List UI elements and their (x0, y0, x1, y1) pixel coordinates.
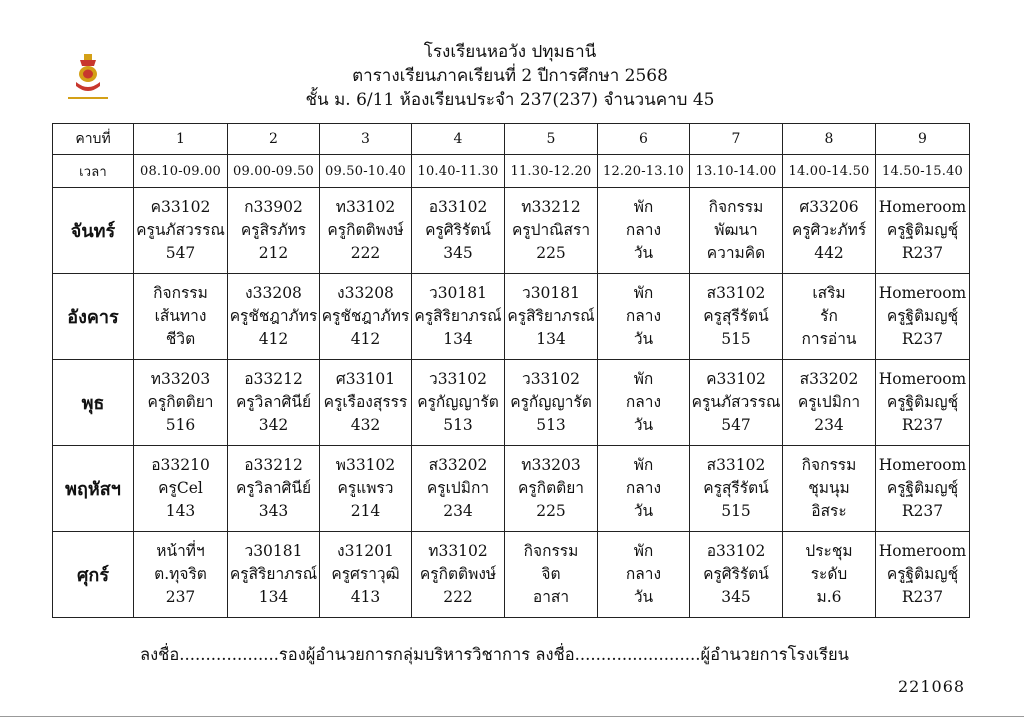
cell-line: ครูแพรว (337, 479, 394, 497)
time-slot: 13.10-14.00 (690, 155, 783, 188)
schedule-cell (690, 274, 783, 360)
cell-line: วัน (633, 330, 654, 348)
schedule-cell (783, 446, 876, 532)
schedule-cell (690, 446, 783, 532)
time-slot: 11.30-12.20 (505, 155, 598, 188)
period-number: 2 (228, 124, 320, 155)
schedule-cell (876, 360, 970, 446)
cell-line: 513 (536, 416, 566, 434)
schedule-cell (505, 532, 598, 618)
schedule-cell (134, 360, 228, 446)
cell-line: อ33210 (151, 456, 210, 474)
schedule-cell (598, 274, 690, 360)
time-slot: 14.00-14.50 (783, 155, 876, 188)
schedule-cell (598, 360, 690, 446)
cell-line: ครูสิริยาภรณ์ (229, 565, 318, 583)
period-number: 1 (134, 124, 228, 155)
cell-line: ครูศราวุฒิ (331, 565, 400, 583)
cell-line: ง33208 (337, 284, 394, 302)
cell-line: ครูศิริรัตน์ (703, 565, 769, 583)
day-row (53, 360, 970, 446)
schedule-cell (412, 274, 505, 360)
cell-line: 413 (350, 588, 381, 606)
time-label: เวลา (53, 155, 134, 188)
cell-line: พัก (633, 284, 654, 302)
cell-line: ง33208 (245, 284, 302, 302)
schedule-cell (783, 188, 876, 274)
time-slot: 12.20-13.10 (598, 155, 690, 188)
cell-line: 225 (536, 244, 566, 262)
cell-line: ครูปาณิสรา (511, 221, 591, 239)
cell-line: ท33102 (335, 198, 396, 216)
cell-line: ส33102 (706, 456, 766, 474)
cell-line: เสริม (812, 284, 846, 302)
schedule-cell (412, 446, 505, 532)
cell-line: ครูกิตติยา (518, 479, 584, 497)
schedule-cell (505, 360, 598, 446)
schedule-cell (690, 188, 783, 274)
cell-line: อ33102 (428, 198, 488, 216)
cell-line: ว30181 (244, 542, 303, 560)
period-number: 3 (320, 124, 412, 155)
cell-line: ครูกิตติยา (147, 393, 214, 411)
cell-line: กลาง (625, 565, 662, 583)
time-slot: 10.40-11.30 (412, 155, 505, 188)
cell-line: 547 (165, 244, 196, 262)
cell-line: ครูเรืองสุรรร (323, 393, 408, 411)
cell-line: 134 (258, 588, 289, 606)
time-slot: 08.10-09.00 (134, 155, 228, 188)
cell-line: เส้นทาง (154, 307, 207, 325)
schedule-cell (228, 274, 320, 360)
cell-line: ครูสุรีรัตน์ (703, 479, 769, 497)
schedule-cell (598, 532, 690, 618)
cell-line: 237 (165, 588, 196, 606)
cell-line: ค33102 (706, 370, 766, 388)
schedule-cell (134, 446, 228, 532)
schedule-cell (876, 188, 970, 274)
period-number: 4 (412, 124, 505, 155)
cell-line: พัก (633, 198, 654, 216)
schedule-cell (320, 446, 412, 532)
cell-line: กลาง (625, 479, 662, 497)
cell-line: 225 (536, 502, 566, 520)
schedule-cell (228, 446, 320, 532)
schedule-cell (505, 274, 598, 360)
cell-line: กลาง (625, 307, 662, 325)
cell-line: ต.ทุจริต (154, 565, 207, 583)
day-row (53, 532, 970, 618)
cell-line: Homeroom (878, 284, 967, 302)
cell-line: 343 (258, 502, 289, 520)
day-label: พุธ (53, 360, 134, 446)
signature-line: ลงชื่อ...................รองผู้อำนวยการกลุ่มบริหารวิชาการ ลงชื่อ........................ผู้อำนวยการโรงเรียน (140, 645, 849, 664)
schedule-cell (134, 188, 228, 274)
schedule-cell (320, 532, 412, 618)
cell-line: ท33203 (150, 370, 211, 388)
schedule-cell (320, 360, 412, 446)
schedule-cell (876, 274, 970, 360)
schedule-cell (412, 188, 505, 274)
cell-line: ครูวิลาศินีย์ (235, 393, 312, 411)
cell-line: ครูสิริยาภรณ์ (414, 307, 502, 325)
cell-line: 442 (814, 244, 844, 262)
schedule-cell (690, 360, 783, 446)
cell-line: พัก (633, 542, 654, 560)
cell-line: ครูเปมิกา (426, 479, 490, 497)
cell-line: R237 (901, 330, 944, 348)
cell-line: จิต (541, 565, 561, 583)
cell-line: 345 (721, 588, 751, 606)
cell-line: ครูวิลาศินีย์ (235, 479, 312, 497)
cell-line: ชุมนุม (808, 479, 850, 497)
cell-line: ครูชัชฎาภัทร (321, 307, 410, 325)
cell-line: อ33212 (244, 370, 303, 388)
day-label: อังคาร (53, 274, 134, 360)
cell-line: R237 (901, 244, 944, 262)
cell-line: ครูศิวะภัทร์ (791, 221, 867, 239)
cell-line: วัน (633, 416, 654, 434)
cell-line: กลาง (625, 221, 662, 239)
schedule-cell (876, 446, 970, 532)
cell-line: Homeroom (878, 370, 967, 388)
cell-line: 432 (350, 416, 381, 434)
cell-line: วัน (633, 502, 654, 520)
cell-line: 214 (350, 502, 381, 520)
time-slot: 09.50-10.40 (320, 155, 412, 188)
cell-line: ว30181 (428, 284, 487, 302)
cell-line: 222 (350, 244, 381, 262)
cell-line: ครูเปมิกา (797, 393, 861, 411)
schedule-cell (598, 446, 690, 532)
cell-line: ง31201 (337, 542, 394, 560)
cell-line: 345 (443, 244, 473, 262)
period-number: 8 (783, 124, 876, 155)
schedule-cell (412, 360, 505, 446)
day-label: พฤหัสฯ (53, 446, 134, 532)
day-label: จันทร์ (53, 188, 134, 274)
title-block (150, 40, 870, 112)
cell-line: ครูนภัสวรรณ (691, 393, 781, 411)
cell-line: ครูฐิติมญชุ์ (886, 479, 959, 497)
period-label: คาบที่ (53, 124, 134, 155)
cell-line: 516 (165, 416, 196, 434)
schedule-cell (876, 532, 970, 618)
schedule-cell (320, 274, 412, 360)
cell-line: ครูกัญญารัต (417, 393, 499, 411)
cell-line: ส33202 (799, 370, 859, 388)
schedule-cell (412, 532, 505, 618)
cell-line: ว33102 (428, 370, 487, 388)
cell-line: อ33102 (706, 542, 766, 560)
term-title: ตารางเรียนภาคเรียนที่ 2 ปีการศึกษา 2568 (352, 66, 668, 86)
cell-line: กลาง (625, 393, 662, 411)
class-info: ชั้น ม. 6/11 ห้องเรียนประจำ 237(237) จำนวนคาบ 45 (305, 90, 715, 110)
cell-line: 342 (258, 416, 289, 434)
time-row (53, 155, 970, 188)
cell-line: 412 (258, 330, 289, 348)
cell-line: 222 (443, 588, 473, 606)
cell-line: ครูฐิติมญชุ์ (886, 307, 959, 325)
cell-line: รัก (820, 307, 838, 325)
cell-line: วัน (633, 244, 654, 262)
cell-line: ครูศิริรัตน์ (425, 221, 491, 239)
cell-line: 234 (443, 502, 473, 520)
schedule-cell (505, 446, 598, 532)
cell-line: 412 (350, 330, 381, 348)
cell-line: กิจกรรม (153, 284, 208, 302)
bottom-rule (0, 716, 1024, 717)
schedule-cell (134, 274, 228, 360)
cell-line: ครูฐิติมญชุ์ (886, 393, 959, 411)
time-slot: 09.00-09.50 (228, 155, 320, 188)
cell-line: ครูชัชฎาภัทร (229, 307, 318, 325)
cell-line: พ33102 (335, 456, 396, 474)
schedule-cell (320, 188, 412, 274)
day-row (53, 274, 970, 360)
school-logo-icon (58, 52, 118, 104)
cell-line: พัก (633, 456, 654, 474)
cell-line: 513 (443, 416, 473, 434)
cell-line: ศ33206 (799, 198, 859, 216)
cell-line: ครูกิตติพงษ์ (327, 221, 404, 239)
cell-line: ชีวิต (165, 330, 196, 348)
cell-line: ค33102 (150, 198, 211, 216)
day-row (53, 446, 970, 532)
cell-line: หน้าที่ฯ (156, 542, 205, 560)
schedule-table (52, 123, 970, 618)
cell-line: 234 (814, 416, 844, 434)
time-slot: 14.50-15.40 (876, 155, 970, 188)
cell-line: Homeroom (878, 198, 967, 216)
cell-line: R237 (901, 588, 944, 606)
cell-line: R237 (901, 502, 944, 520)
period-number: 7 (690, 124, 783, 155)
period-number: 5 (505, 124, 598, 155)
cell-line: ครูกิตติพงษ์ (419, 565, 497, 583)
schedule-cell (505, 188, 598, 274)
cell-line: ท33102 (428, 542, 488, 560)
cell-line: ครูกัญญารัต (510, 393, 592, 411)
schedule-cell (783, 532, 876, 618)
day-label: ศุกร์ (53, 532, 134, 618)
cell-line: ความคิด (706, 244, 766, 262)
cell-line: ม.6 (816, 588, 842, 606)
day-row (53, 188, 970, 274)
cell-line: การอ่าน (801, 330, 857, 348)
schedule-cell (228, 360, 320, 446)
cell-line: Homeroom (878, 456, 967, 474)
cell-line: อ33212 (244, 456, 303, 474)
cell-line: ว30181 (521, 284, 580, 302)
cell-line: ครูสุรีรัตน์ (703, 307, 769, 325)
period-header-row (53, 124, 970, 155)
cell-line: อาสา (532, 588, 570, 606)
cell-line: ครูสิรภัทร (240, 221, 307, 239)
document-code: 221068 (898, 677, 966, 696)
period-number: 9 (876, 124, 970, 155)
cell-line: ศ33101 (335, 370, 396, 388)
cell-line: ครูสิริยาภรณ์ (507, 307, 595, 325)
schedule-cell (228, 188, 320, 274)
cell-line: วัน (633, 588, 654, 606)
schedule-cell (783, 274, 876, 360)
cell-line: ท33203 (521, 456, 581, 474)
school-name: โรงเรียนหอวัง ปทุมธานี (423, 42, 597, 62)
cell-line: พัก (633, 370, 654, 388)
cell-line: ว33102 (521, 370, 580, 388)
cell-line: 143 (165, 502, 196, 520)
cell-line: พัฒนา (714, 221, 758, 239)
cell-line: อิสระ (811, 502, 847, 520)
schedule-cell (598, 188, 690, 274)
cell-line: ก33902 (244, 198, 303, 216)
cell-line: ท33212 (521, 198, 581, 216)
cell-line: กิจกรรม (708, 198, 764, 216)
cell-line: กิจกรรม (801, 456, 857, 474)
cell-line: 212 (258, 244, 289, 262)
cell-line: ประชุม (805, 542, 853, 560)
cell-line: ส33202 (428, 456, 488, 474)
schedule-cell (228, 532, 320, 618)
cell-line: ครูฐิติมญชุ์ (886, 221, 959, 239)
cell-line: 515 (721, 502, 751, 520)
cell-line: ส33102 (706, 284, 766, 302)
schedule-cell (134, 532, 228, 618)
cell-line: R237 (901, 416, 944, 434)
cell-line: กิจกรรม (523, 542, 579, 560)
cell-line: 515 (721, 330, 751, 348)
cell-line: ครูCel (158, 479, 203, 497)
cell-line: ระดับ (810, 565, 848, 583)
cell-line: 134 (536, 330, 566, 348)
cell-line: ครูนภัสวรรณ (136, 221, 225, 239)
cell-line: 134 (443, 330, 473, 348)
cell-line: 547 (721, 416, 751, 434)
cell-line: ครูฐิติมญชุ์ (886, 565, 959, 583)
schedule-cell (690, 532, 783, 618)
schedule-cell (783, 360, 876, 446)
cell-line: Homeroom (878, 542, 967, 560)
period-number: 6 (598, 124, 690, 155)
